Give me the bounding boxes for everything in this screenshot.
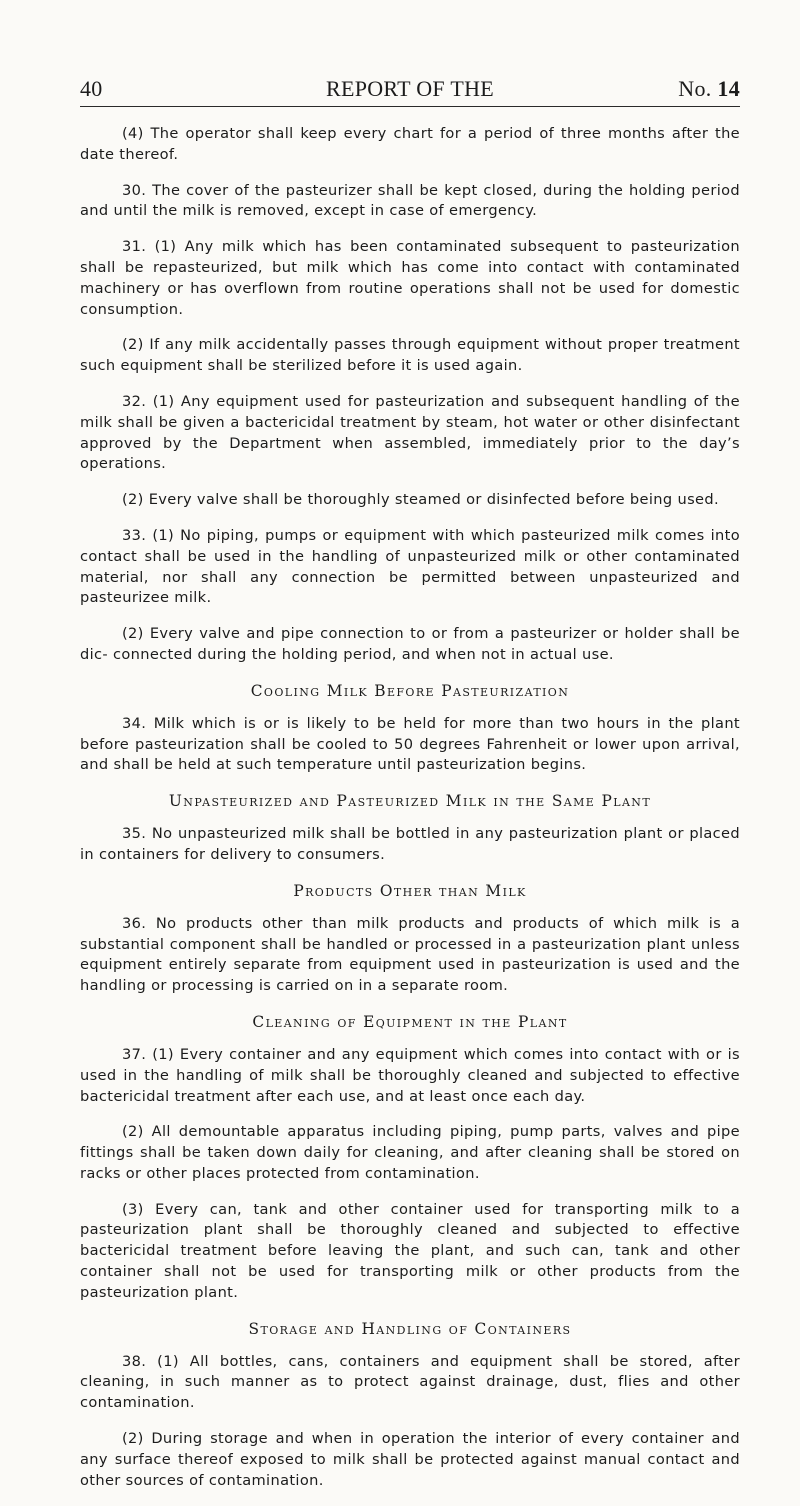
paragraph: (2) Every valve and pipe connection to or from a pasteurizer or holder shall be dic- connected during the holding period, and when not in actual use. [80,625,740,663]
paragraph: (2) All demountable apparatus including piping, pump parts, valves and pipe fittings shall be taken down daily for cleaning, and after cleaning shall be stored on racks or other places protected from contamination. [80,1123,740,1182]
page-header [80,74,740,104]
paragraph: 37. (1) Every container and any equipment which comes into contact with or is used in the handling of milk shall be thoroughly cleaned and subjected to effective bactericidal treatment after each use, and at least once each day. [80,1045,740,1105]
paragraph: (2) If any milk accidentally passes through equipment without proper treatment such equipment shall be sterilized before it is used again. [80,336,740,375]
issue-number [678,74,740,104]
paragraph: (2) Every valve shall be thoroughly steamed or disinfected before being used. [122,491,719,509]
paragraph: 31. (1) Any milk which has been contaminated subsequent to pasteurization shall be repasteurized, but milk which has come into contact with contaminated machinery or has overflown from routine operations shall not be used for domestic consumption. [80,238,740,318]
section-heading: Unpasteurized and Pasteurized Milk in the Same Plant [168,792,652,811]
section-heading: Cooling Milk Before Pasteurization [250,681,570,700]
paragraph: 38. (1) All bottles, cans, containers and equipment shall be stored, after cleaning, in such manner as to protect against drainage, dust, flies and other contamination. [80,1352,740,1412]
paragraph: 36. No products other than milk products and products of which milk is a substantial component shall be handled or processed in a pasteurization plant unless equipment entirely separate from equipment used in pasteurization is used and the handling or processing is carried on in a separate room. [80,914,740,995]
issue-prefix: No. [678,76,712,101]
page-number: 40 [80,76,103,101]
paragraph: 34. Milk which is or is likely to be held for more than two hours in the plant before pasteurization shall be cooled to 50 degrees Fahrenheit or lower upon arrival, and shall be held at such temperature until pasteurization begins. [80,714,740,774]
paragraph: (4) The operator shall keep every chart for a period of three months after the date thereof. [80,125,740,163]
header-rule [80,106,740,107]
issue-number-value: 14 [717,76,740,101]
section-heading: Cleaning of Equipment in the Plant [252,1012,568,1031]
section-heading: Storage and Handling of Containers [248,1319,572,1338]
paragraph: (2) During storage and when in operation the interior of every container and any surface thereof exposed to milk shall be protected against manual contact and other sources of contamination. [80,1430,740,1489]
paragraph: (3) Every can, tank and other container used for transporting milk to a pasteurization plant shall be thoroughly cleaned and subjected to effective bactericidal treatment before leaving the plant, and such can, tank and other container shall not be used for transporting milk or other products from the pasteurization plant. [80,1200,740,1301]
body-text [80,124,740,1506]
paragraph: 35. No unpasteurized milk shall be bottled in any pasteurization plant or placed in containers for delivery to consumers. [80,825,740,863]
running-title: REPORT OF THE [325,76,495,101]
section-heading: Products Other than Milk [293,881,527,900]
paragraph: 32. (1) Any equipment used for pasteurization and subsequent handling of the milk shall be given a bactericidal treatment by steam, hot water or other disinfectant approved by the Department when assembled, immediately prior to the day’s operations. [80,392,740,473]
paragraph: 33. (1) No piping, pumps or equipment with which pasteurized milk comes into contact shall be used in the handling of unpasteurized milk or other contaminated material, nor shall any connection be permitted between unpasteurized and pasteurizee milk. [80,526,740,607]
paragraph: 30. The cover of the pasteurizer shall be kept closed, during the holding period and until the milk is removed, except in case of emergency. [80,181,740,220]
